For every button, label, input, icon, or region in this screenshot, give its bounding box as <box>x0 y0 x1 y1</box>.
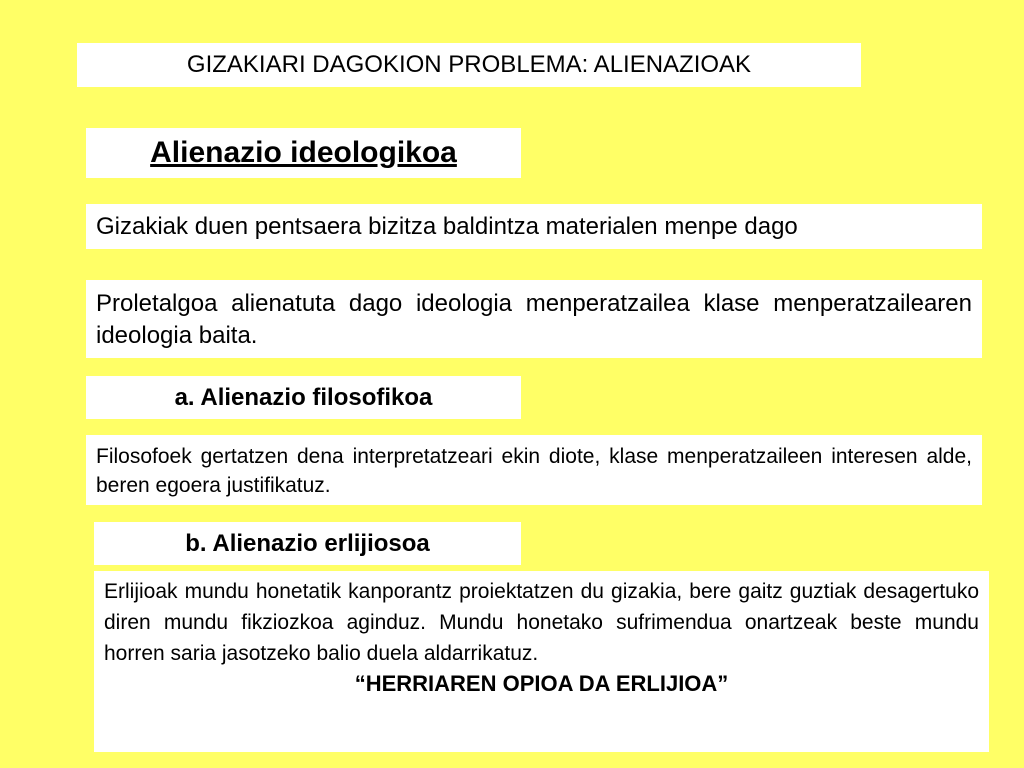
paragraph-1: Gizakiak duen pentsaera bizitza baldintza materialen menpe dago <box>96 212 798 240</box>
paragraph-1-box <box>86 204 982 249</box>
subsection-a-text-box <box>86 435 982 505</box>
subsection-a-text: Filosofoek gertatzen dena interpretatzeari ekin diote, klase menperatzaileen interesen alde, beren egoera justifikatuz. <box>96 445 972 497</box>
header-title: GIZAKIARI DAGOKION PROBLEMA: ALIENAZIOAK <box>186 51 752 78</box>
subsection-b-title: b. Alienazio erlijiosoa <box>185 529 430 557</box>
subsection-a-title: a. Alienazio filosofikoa <box>174 383 433 411</box>
paragraph-2: Proletalgoa alienatuta dago ideologia menperatzailea klase menperatzailearen ideologia baita. <box>96 290 972 349</box>
subsection-b-quote: “HERRIAREN OPIOA DA ERLIJIOA” <box>354 671 729 696</box>
subsection-a-title-box <box>86 376 521 419</box>
section-title-box <box>86 128 521 178</box>
subsection-b-text: Erlijioak mundu honetatik kanporantz proiektatzen du gizakia, bere gaitz guztiak desagertuko diren mundu fikziozkoa aginduz. Mundu honetako sufrimendua onartzeak beste mundu horren saria jasotzeko balio duela aldarrikatuz. <box>104 580 979 665</box>
section-title: Alienazio ideologikoa <box>150 136 457 169</box>
header-box <box>77 43 861 87</box>
subsection-b-text-box <box>94 571 989 752</box>
paragraph-2-box <box>86 280 982 358</box>
subsection-b-title-box <box>94 522 521 565</box>
